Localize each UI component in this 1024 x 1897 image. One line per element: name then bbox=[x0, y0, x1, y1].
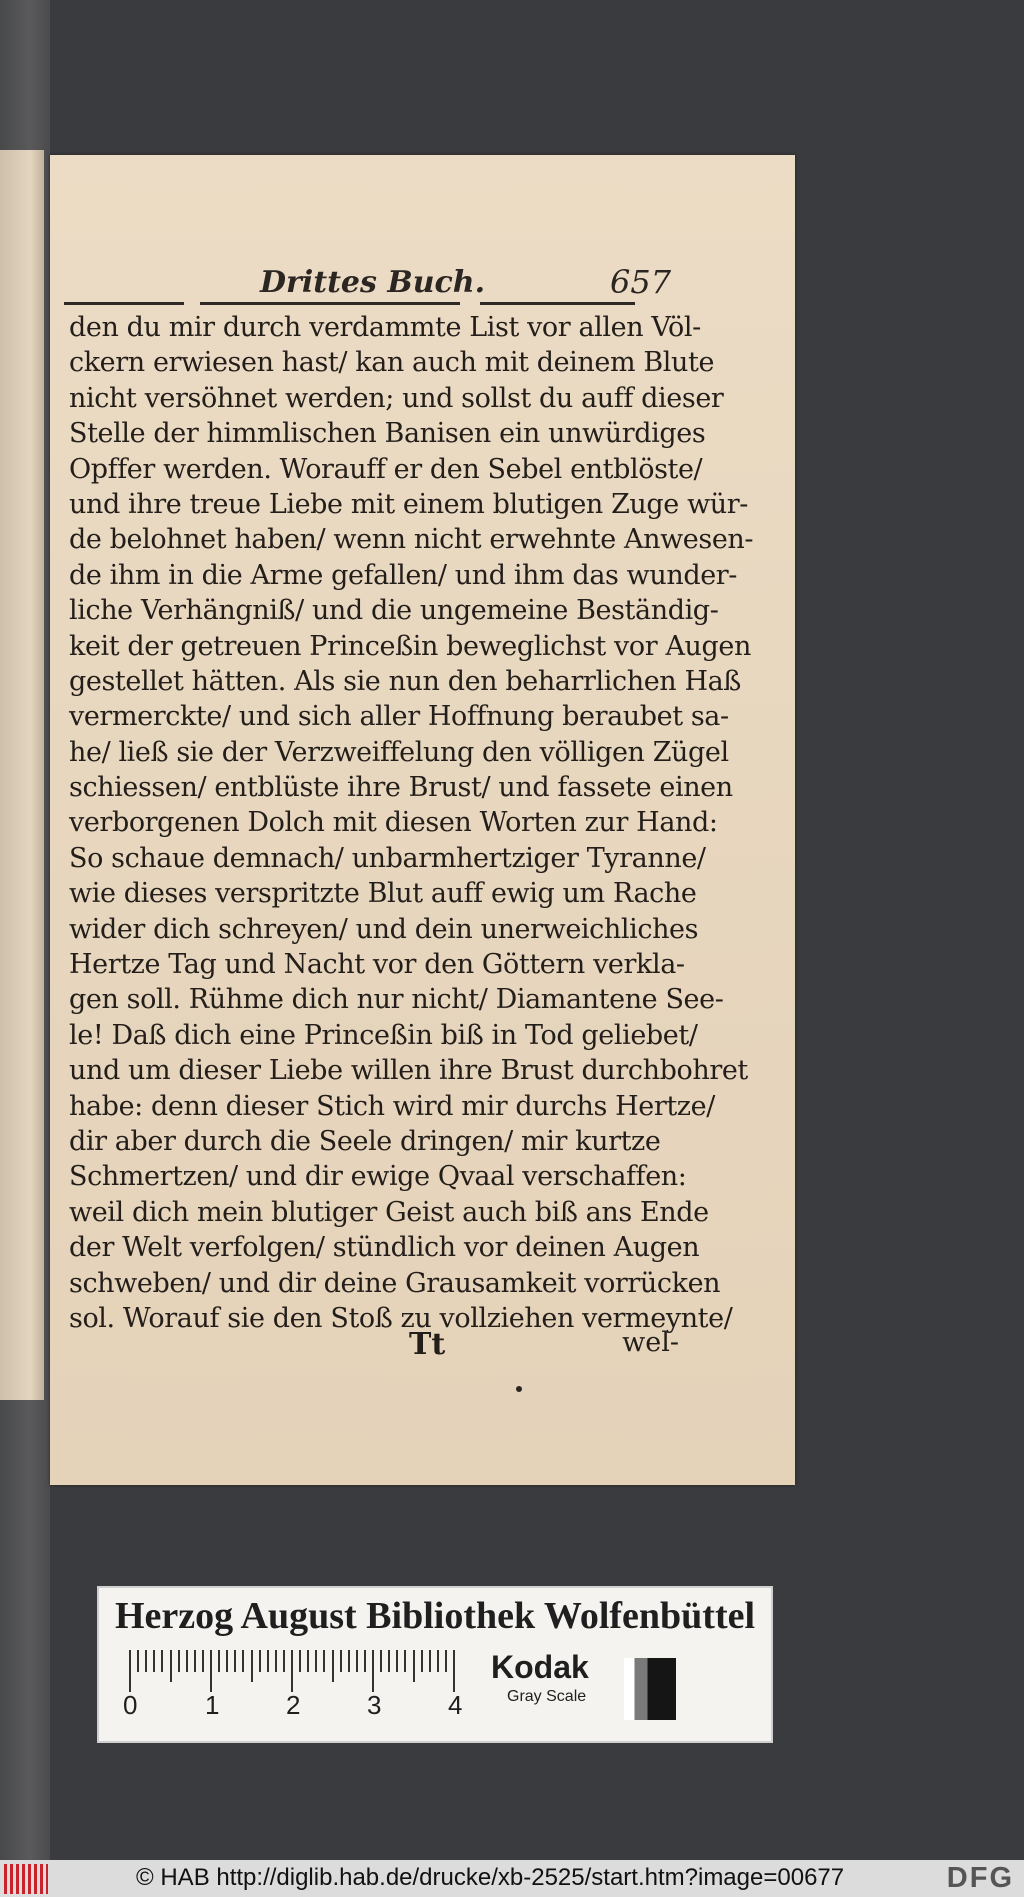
stripes-icon bbox=[4, 1864, 48, 1894]
ruler-number: 4 bbox=[448, 1690, 463, 1720]
book-page bbox=[50, 155, 795, 1485]
text-line: schweben/ und dir deine Grausamkeit vorrücken bbox=[69, 1267, 721, 1299]
text-line: de ihm in die Arme gefallen/ und ihm das wunder- bbox=[69, 559, 738, 591]
text-line: Stelle der himmlischen Banisen ein unwürdiges bbox=[69, 418, 706, 450]
ruler-tick bbox=[234, 1650, 236, 1672]
ruler-tick bbox=[364, 1650, 366, 1672]
ruler-tick bbox=[170, 1650, 172, 1682]
text-line: keit der getreuen Princeßin beweglichst vor Augen bbox=[69, 630, 751, 662]
text-line: le! Daß dich eine Princeßin biß in Tod geliebet/ bbox=[69, 1019, 698, 1051]
page-header bbox=[50, 255, 795, 315]
ruler-tick bbox=[340, 1650, 342, 1672]
header-rule-right bbox=[480, 302, 635, 305]
ruler-tick bbox=[145, 1650, 147, 1672]
ruler-tick bbox=[137, 1650, 139, 1672]
text-line: liche Verhängniß/ und die ungemeine Beständig- bbox=[69, 595, 719, 627]
ruler-tick bbox=[348, 1650, 350, 1672]
ruler-tick bbox=[226, 1650, 228, 1672]
text-line: den du mir durch verdammte List vor allen Völ- bbox=[69, 312, 701, 343]
ruler-tick bbox=[194, 1650, 196, 1672]
page-footer bbox=[69, 1327, 679, 1367]
text-line: verborgenen Dolch mit diesen Worten zur Hand: bbox=[69, 807, 718, 839]
text-line: dir aber durch die Seele dringen/ mir kurtze bbox=[69, 1125, 661, 1157]
ruler-tick bbox=[259, 1650, 261, 1672]
ruler-tick bbox=[332, 1650, 334, 1682]
body-text bbox=[69, 310, 754, 1336]
ruler-tick bbox=[356, 1650, 358, 1672]
text-line: und um dieser Liebe willen ihre Brust durchbohret bbox=[69, 1055, 748, 1087]
ruler-tick bbox=[299, 1650, 301, 1672]
signature-mark: Tt bbox=[409, 1327, 446, 1362]
ruler-tick bbox=[421, 1650, 423, 1672]
text-line: gen soll. Rühme dich nur nicht/ Diamantene See- bbox=[69, 984, 724, 1016]
ruler-tick bbox=[129, 1650, 131, 1692]
text-line: der Welt verfolgen/ stündlich vor deinen Augen bbox=[69, 1232, 700, 1264]
ruler-tick bbox=[453, 1650, 455, 1692]
ruler-number: 1 bbox=[205, 1690, 220, 1720]
text-line: und ihre treue Liebe mit einem blutigen Zuge wür- bbox=[69, 488, 748, 520]
header-rule-middle bbox=[200, 302, 460, 305]
kodak-brand: Kodak bbox=[491, 1649, 589, 1685]
ruler-tick bbox=[202, 1650, 204, 1672]
text-line: nicht versöhnet werden; und sollst du auff dieser bbox=[69, 382, 724, 414]
ruler-tick bbox=[413, 1650, 415, 1682]
previous-page-edge bbox=[0, 150, 44, 1400]
text-line: wie dieses verspritzte Blut auff ewig um Rache bbox=[69, 878, 697, 910]
ruler-number: 2 bbox=[286, 1690, 301, 1720]
gray-scale-label: Gray Scale bbox=[507, 1688, 587, 1705]
text-line: Hertze Tag und Nacht vor den Göttern verkla- bbox=[69, 949, 685, 981]
ruler-tick bbox=[178, 1650, 180, 1672]
copyright-url: © HAB http://diglib.hab.de/drucke/xb-2525/start.htm?image=00677 bbox=[136, 1864, 845, 1891]
text-line: habe: denn dieser Stich wird mir durchs Hertze/ bbox=[69, 1090, 715, 1122]
footer-bar bbox=[0, 1860, 1024, 1897]
ruler-tick bbox=[404, 1650, 406, 1672]
ruler-tick bbox=[388, 1650, 390, 1672]
ruler-number: 0 bbox=[123, 1690, 138, 1720]
text-line: wider dich schreyen/ und dein unerweichliches bbox=[69, 913, 699, 945]
header-rule-left bbox=[64, 302, 184, 305]
ruler-tick bbox=[380, 1650, 382, 1672]
dfg-logo: DFG bbox=[946, 1862, 1014, 1894]
text-line: weil dich mein blutiger Geist auch biß ans Ende bbox=[69, 1196, 709, 1228]
ruler-tick bbox=[210, 1650, 212, 1692]
ruler-tick bbox=[161, 1650, 163, 1672]
ruler-scale bbox=[129, 1650, 469, 1692]
ruler-tick bbox=[445, 1650, 447, 1672]
ruler-tick bbox=[323, 1650, 325, 1672]
ink-dot bbox=[516, 1386, 522, 1392]
ruler-tick bbox=[275, 1650, 277, 1672]
ruler-tick bbox=[153, 1650, 155, 1672]
catchword: wel- bbox=[622, 1327, 679, 1358]
text-line: sol. Worauf sie den Stoß zu vollziehen vermeynte/ bbox=[69, 1302, 733, 1334]
ruler-tick bbox=[186, 1650, 188, 1672]
text-line: Schmertzen/ und dir ewige Qvaal verschaffen: bbox=[69, 1161, 687, 1193]
ruler-tick bbox=[372, 1650, 374, 1692]
text-line: ckern erwiesen hast/ kan auch mit deinem Blute bbox=[69, 347, 715, 379]
card-title: Herzog August Bibliothek Wolfenbüttel bbox=[114, 1595, 756, 1637]
ruler-tick bbox=[218, 1650, 220, 1672]
text-line: schiessen/ entblüste ihre Brust/ und fassete einen bbox=[69, 772, 733, 804]
text-line: Opffer werden. Worauff er den Sebel entblöste/ bbox=[69, 453, 703, 485]
text-line: gestellet hätten. Als sie nun den beharrlichen Haß bbox=[69, 665, 741, 697]
text-line: he/ ließ sie der Verzweiffelung den völligen Zügel bbox=[69, 736, 729, 768]
text-line: vermerckte/ und sich aller Hoffnung beraubet sa- bbox=[69, 701, 729, 733]
ruler-tick bbox=[291, 1650, 293, 1692]
ruler-number: 3 bbox=[367, 1690, 382, 1720]
ruler-tick bbox=[429, 1650, 431, 1672]
text-line: de belohnet haben/ wenn nicht erwehnte Anwesen- bbox=[69, 524, 754, 556]
ruler-tick bbox=[242, 1650, 244, 1672]
page-number: 657 bbox=[610, 263, 672, 301]
gray-scale-patch bbox=[624, 1658, 676, 1720]
text-line: So schaue demnach/ unbarmhertziger Tyranne/ bbox=[69, 842, 706, 874]
ruler-tick bbox=[437, 1650, 439, 1672]
running-head: Drittes Buch. bbox=[260, 265, 486, 300]
ruler-tick bbox=[396, 1650, 398, 1672]
ruler-tick bbox=[307, 1650, 309, 1672]
ruler-tick bbox=[315, 1650, 317, 1672]
color-calibration-card bbox=[97, 1586, 773, 1743]
ruler-tick bbox=[283, 1650, 285, 1672]
ruler-tick bbox=[267, 1650, 269, 1672]
ruler-tick bbox=[251, 1650, 253, 1682]
